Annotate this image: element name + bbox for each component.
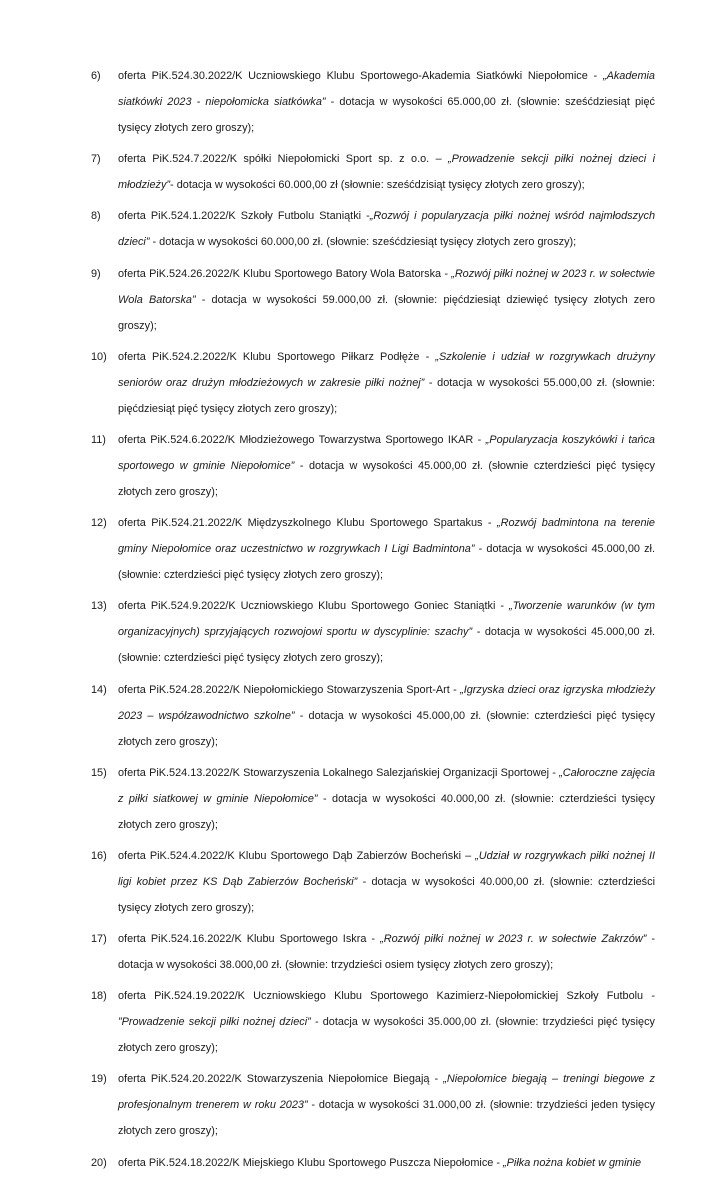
- item-prefix: oferta PiK.524.9.2022/K Uczniowskiego Klubu Sportowego Goniec Staniątki -: [118, 600, 509, 613]
- item-prefix: oferta PiK.524.19.2022/K Uczniowskiego Klubu Sportowego Kazimierz-Niepołomickiej Szkoły Futbolu -: [118, 990, 655, 1003]
- item-title: „Rozwój piłki nożnej w 2023 r. w sołectwie Zakrzów”: [380, 933, 647, 946]
- item-number: 17): [91, 933, 107, 946]
- item-suffix: - dotacja w wysokości 38.000,00 zł. (słownie: trzydzieści osiem tysięcy złotych zero groszy);: [118, 933, 655, 972]
- item-suffix: - dotacja w wysokości 55.000,00 zł. (słownie: pięćdziesiąt pięć tysięcy złotych zero groszy);: [118, 376, 655, 415]
- list-item: [91, 1066, 655, 1144]
- list-item: [91, 146, 655, 198]
- list-item: [91, 261, 655, 339]
- item-number: 11): [91, 433, 106, 446]
- list-item: [91, 677, 655, 755]
- item-prefix: oferta PiK.524.7.2022/K spółki Niepołomicki Sport sp. z o.o. –: [118, 153, 449, 166]
- item-suffix: - dotacja w wysokości 59.000,00 zł. (słownie: pięćdziesiąt dziewięć tysięcy złotych zero groszy);: [118, 293, 655, 332]
- list-item: [91, 593, 655, 671]
- item-title: „Popularyzacja koszykówki i tańca sportowego w gminie Niepołomice”: [118, 433, 655, 472]
- item-prefix: oferta PiK.524.20.2022/K Stowarzyszenia Niepołomice Biegają -: [118, 1073, 444, 1086]
- item-title: „Rozwój piłki nożnej w 2023 r. w sołectwie Wola Batorska”: [118, 267, 655, 306]
- item-prefix: oferta PiK.524.21.2022/K Międzyszkolnego Klubu Sportowego Spartakus -: [118, 517, 497, 530]
- item-number: 18): [91, 990, 107, 1003]
- item-suffix: - dotacja w wysokości 31.000,00 zł. (słownie: trzydzieści jeden tysięcy złotych zero groszy);: [118, 1099, 655, 1138]
- item-number: 14): [91, 683, 107, 696]
- item-suffix: - dotacja w wysokości 60.000,00 zł. (słownie: sześćdziesiąt tysięcy złotych zero groszy);: [149, 236, 577, 249]
- item-prefix: oferta PiK.524.16.2022/K Klubu Sportowego Iskra -: [118, 933, 381, 946]
- item-title: ”Prowadzenie sekcji piłki nożnej dzieci”: [118, 1016, 311, 1029]
- item-suffix: - dotacja w wysokości 65.000,00 zł. (słownie: sześćdziesiąt pięć tysięcy złotych zero groszy);: [118, 96, 655, 134]
- item-number: 15): [91, 766, 107, 779]
- list-item: [91, 1150, 655, 1176]
- item-suffix: - dotacja w wysokości 45.000,00 zł. (słownie: czterdzieści pięć tysięcy złotych zero groszy);: [118, 709, 655, 748]
- item-prefix: oferta PiK.524.13.2022/K Stowarzyszenia Lokalnego Salezjańskiej Organizacji Sportowej -: [118, 766, 560, 779]
- item-number: 7): [91, 153, 101, 166]
- item-title: „Prowadzenie sekcji piłki nożnej dzieci i młodzieży”: [118, 153, 655, 192]
- item-title: „Rozwój i popularyzacja piłki nożnej wśród najmłodszych dzieci”: [118, 210, 656, 249]
- item-number: 16): [91, 849, 107, 862]
- item-title: „Tworzenie warunków (w tym organizacyjnych) sprzyjających rozwojowi sportu w dyscyplinie: szachy”: [118, 600, 655, 639]
- item-title: „Akademia siatkówki 2023 - niepołomicka siatkówka”: [118, 70, 655, 108]
- item-suffix: - dotacja w wysokości 45.000,00 zł. (słownie: czterdzieści pięć tysięcy złotych zero groszy);: [118, 626, 656, 665]
- list-item: [91, 344, 655, 422]
- item-number: 6): [91, 70, 101, 82]
- item-prefix: oferta PiK.524.6.2022/K Młodzieżowego Towarzystwa Sportowego IKAR -: [118, 433, 486, 446]
- item-suffix: - dotacja w wysokości 60.000,00 zł (słownie: sześćdzisiąt tysięcy złotych zero groszy);: [170, 179, 585, 192]
- item-prefix: oferta PiK.524.2.2022/K Klubu Sportowego Piłkarz Podłęże -: [118, 350, 436, 363]
- item-title: „Szkolenie i udział w rozgrywkach drużyny seniorów oraz drużyn młodzieżowych w zakresie piłki nożnej”: [118, 350, 655, 389]
- item-suffix: - dotacja w wysokości 40.000,00 zł. (słownie: czterdzieści tysięcy złotych zero groszy);: [118, 875, 655, 914]
- list-item: [91, 63, 655, 141]
- item-number: 20): [91, 1156, 107, 1169]
- list-item: [91, 510, 655, 588]
- item-title: „Udział w rozgrywkach piłki nożnej II ligi kobiet przez KS Dąb Zabierzów Bocheński”: [118, 849, 655, 888]
- item-prefix: oferta PiK.524.4.2022/K Klubu Sportowego Dąb Zabierzów Bocheński –: [118, 849, 476, 862]
- item-prefix: oferta PiK.524.1.2022/K Szkoły Futbolu Staniątki -: [118, 210, 370, 223]
- item-prefix: oferta PiK.524.30.2022/K Uczniowskiego Klubu Sportowego-Akademia Siatkówki Niepołomice -: [118, 70, 603, 82]
- grant-offers-list: [91, 63, 655, 1181]
- list-item: [91, 203, 655, 255]
- item-suffix: - dotacja w wysokości 40.000,00 zł. (słownie: czterdzieści tysięcy złotych zero groszy);: [118, 792, 655, 831]
- item-title: „Rozwój badmintona na terenie gminy Niepołomice oraz uczestnictwo w rozgrywkach I Ligi Badmintona”: [118, 517, 655, 556]
- item-number: 9): [91, 267, 101, 280]
- item-number: 13): [91, 600, 107, 613]
- item-title: „Igrzyska dzieci oraz igrzyska młodzieży 2023 – współzawodnictwo szkolne”: [118, 683, 655, 722]
- item-number: 12): [91, 517, 107, 530]
- item-suffix: - dotacja w wysokości 45.000,00 zł. (słownie: czterdzieści pięć tysięcy złotych zero groszy);: [118, 543, 655, 582]
- item-number: 8): [91, 210, 101, 223]
- item-title: „Całoroczne zajęcia z piłki siatkowej w gminie Niepołomice”: [118, 766, 655, 805]
- item-number: 10): [91, 350, 107, 363]
- item-suffix: - dotacja w wysokości 35.000,00 zł. (słownie: trzydzieści pięć tysięcy złotych zero groszy);: [118, 1016, 655, 1055]
- item-suffix: - dotacja w wysokości 45.000,00 zł. (słownie czterdzieści pięć tysięcy złotych zero groszy);: [118, 459, 655, 498]
- item-prefix: oferta PiK.524.18.2022/K Miejskiego Klubu Sportowego Puszcza Niepołomice -: [118, 1156, 504, 1169]
- item-title: „Niepołomice biegają – treningi biegowe z profesjonalnym trenerem w roku 2023”: [118, 1073, 655, 1112]
- item-prefix: oferta PiK.524.28.2022/K Niepołomickiego Stowarzyszenia Sport-Art -: [118, 683, 461, 696]
- list-item: [91, 760, 655, 838]
- list-item: [91, 926, 655, 978]
- item-title: „Piłka nożna kobiet w gminie: [503, 1156, 642, 1169]
- item-prefix: oferta PiK.524.26.2022/K Klubu Sportowego Batory Wola Batorska -: [118, 267, 452, 280]
- list-item: [91, 983, 655, 1061]
- item-number: 19): [91, 1073, 107, 1086]
- list-item: [91, 427, 655, 505]
- list-item: [91, 843, 655, 921]
